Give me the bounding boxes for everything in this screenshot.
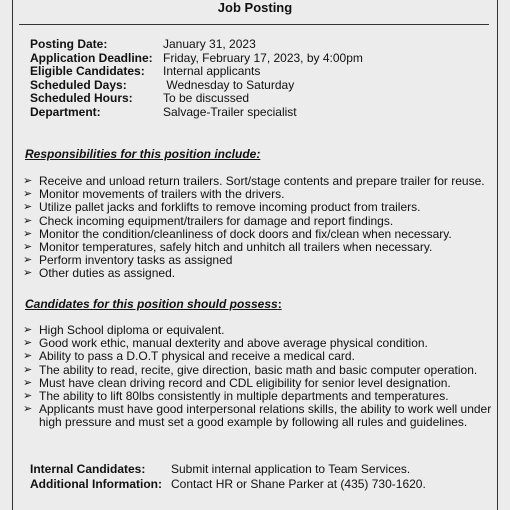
arrow-bullet-icon: ➢: [23, 324, 33, 336]
posting-date-row: [30, 38, 363, 52]
arrow-bullet-icon: ➢: [23, 201, 33, 214]
application-deadline-value: Friday, February 17, 2023, by 4:00pm: [163, 50, 363, 65]
scheduled-days-label: Scheduled Days:: [30, 77, 127, 92]
list-item: ➢ The ability to lift 80lbs consistently in multiple departments and temperatures.: [23, 389, 449, 404]
arrow-bullet-icon: ➢: [23, 350, 33, 363]
internal-candidates-label: Internal Candidates:: [30, 462, 146, 476]
eligible-candidates-value: Internal applicants: [163, 64, 261, 78]
qualifications-heading-text: Candidates for this position should possess: [25, 297, 278, 311]
internal-candidates-row: [30, 462, 426, 477]
application-deadline-row: [30, 52, 363, 66]
arrow-bullet-icon: ➢: [23, 227, 33, 240]
scheduled-hours-row: [30, 92, 363, 106]
department-value: Salvage-Trailer specialist: [163, 104, 297, 119]
posting-info: [30, 38, 363, 119]
list-item: ➢ Receive and unload return trailers. Sort/stage contents and prepare trailer for reuse.: [23, 174, 485, 188]
arrow-bullet-icon: ➢: [23, 267, 33, 280]
internal-candidates-value: Submit internal application to Team Services.: [171, 462, 411, 476]
additional-information-label: Additional Information:: [30, 477, 162, 491]
department-row: [30, 106, 363, 120]
list-item: ➢ Perform inventory tasks as assigned: [23, 253, 233, 268]
responsibilities-heading: Responsibilities for this position include:: [25, 147, 261, 161]
posting-date-value: January 31, 2023: [163, 37, 256, 51]
arrow-bullet-icon: ➢: [23, 363, 33, 376]
additional-information-value: Contact HR or Shane Parker at (435) 730-1620.: [171, 477, 426, 491]
arrow-bullet-icon: ➢: [23, 403, 33, 416]
qualifications-heading-colon: :: [277, 297, 282, 311]
list-item: ➢ Ability to pass a D.O.T physical and receive a medical card.: [23, 349, 355, 364]
arrow-bullet-icon: ➢: [23, 188, 33, 201]
scheduled-days-value: Wednesday to Saturday: [163, 77, 295, 92]
page-title: Job Posting: [217, 0, 293, 15]
arrow-bullet-icon: ➢: [23, 390, 33, 403]
list-item: ➢ Good work ethic, manual dexterity and above average physical condition.: [23, 336, 428, 351]
arrow-bullet-icon: ➢: [23, 337, 33, 350]
application-deadline-label: Application Deadline:: [30, 50, 153, 65]
posting-date-label: Posting Date:: [30, 37, 108, 51]
list-item: ➢ Monitor temperatures, safely hitch and unhitch all trailers when necessary.: [23, 240, 433, 255]
list-item: ➢ Check incoming equipment/trailers for damage and report findings.: [23, 213, 394, 228]
list-item: ➢ High School diploma or equivalent.: [23, 323, 225, 337]
eligible-candidates-label: Eligible Candidates:: [30, 64, 145, 78]
title-divider: [19, 24, 489, 25]
arrow-bullet-icon: ➢: [23, 254, 33, 267]
qualifications-heading: [25, 297, 282, 311]
arrow-bullet-icon: ➢: [23, 214, 33, 227]
scheduled-hours-value: To be discussed: [163, 91, 250, 105]
list-item: ➢ Must have clean driving record and CDL eligibility for senior level designation.: [23, 375, 451, 390]
arrow-bullet-icon: ➢: [23, 175, 33, 187]
job-posting-document: [12, 0, 498, 510]
eligible-candidates-row: [30, 65, 363, 79]
scheduled-hours-label: Scheduled Hours:: [30, 91, 133, 105]
arrow-bullet-icon: ➢: [23, 241, 33, 254]
scheduled-days-row: [30, 79, 363, 93]
list-item: ➢ Monitor the condition/cleanliness of dock doors and fix/clean when necessary.: [23, 226, 452, 241]
responsibilities-list: [23, 175, 493, 281]
qualifications-list: [23, 324, 493, 430]
arrow-bullet-icon: ➢: [23, 376, 33, 389]
list-item: ➢ Applicants must have good interpersonal relations skills, the ability to work well under high pressure and must set a good example by following all rules and guidelines.: [23, 402, 492, 430]
additional-information-row: [30, 477, 426, 492]
contact-info: [30, 462, 426, 492]
list-item: ➢ Other duties as assigned.: [23, 266, 176, 281]
list-item: ➢ Utilize pallet jacks and forklifts to remove incoming product from trailers.: [23, 200, 421, 215]
department-label: Department:: [30, 104, 101, 119]
list-item: ➢ The ability to read, recite, give direction, basic math and basic computer operation.: [23, 362, 478, 377]
list-item: ➢ Monitor movements of trailers with the drivers.: [23, 187, 285, 202]
